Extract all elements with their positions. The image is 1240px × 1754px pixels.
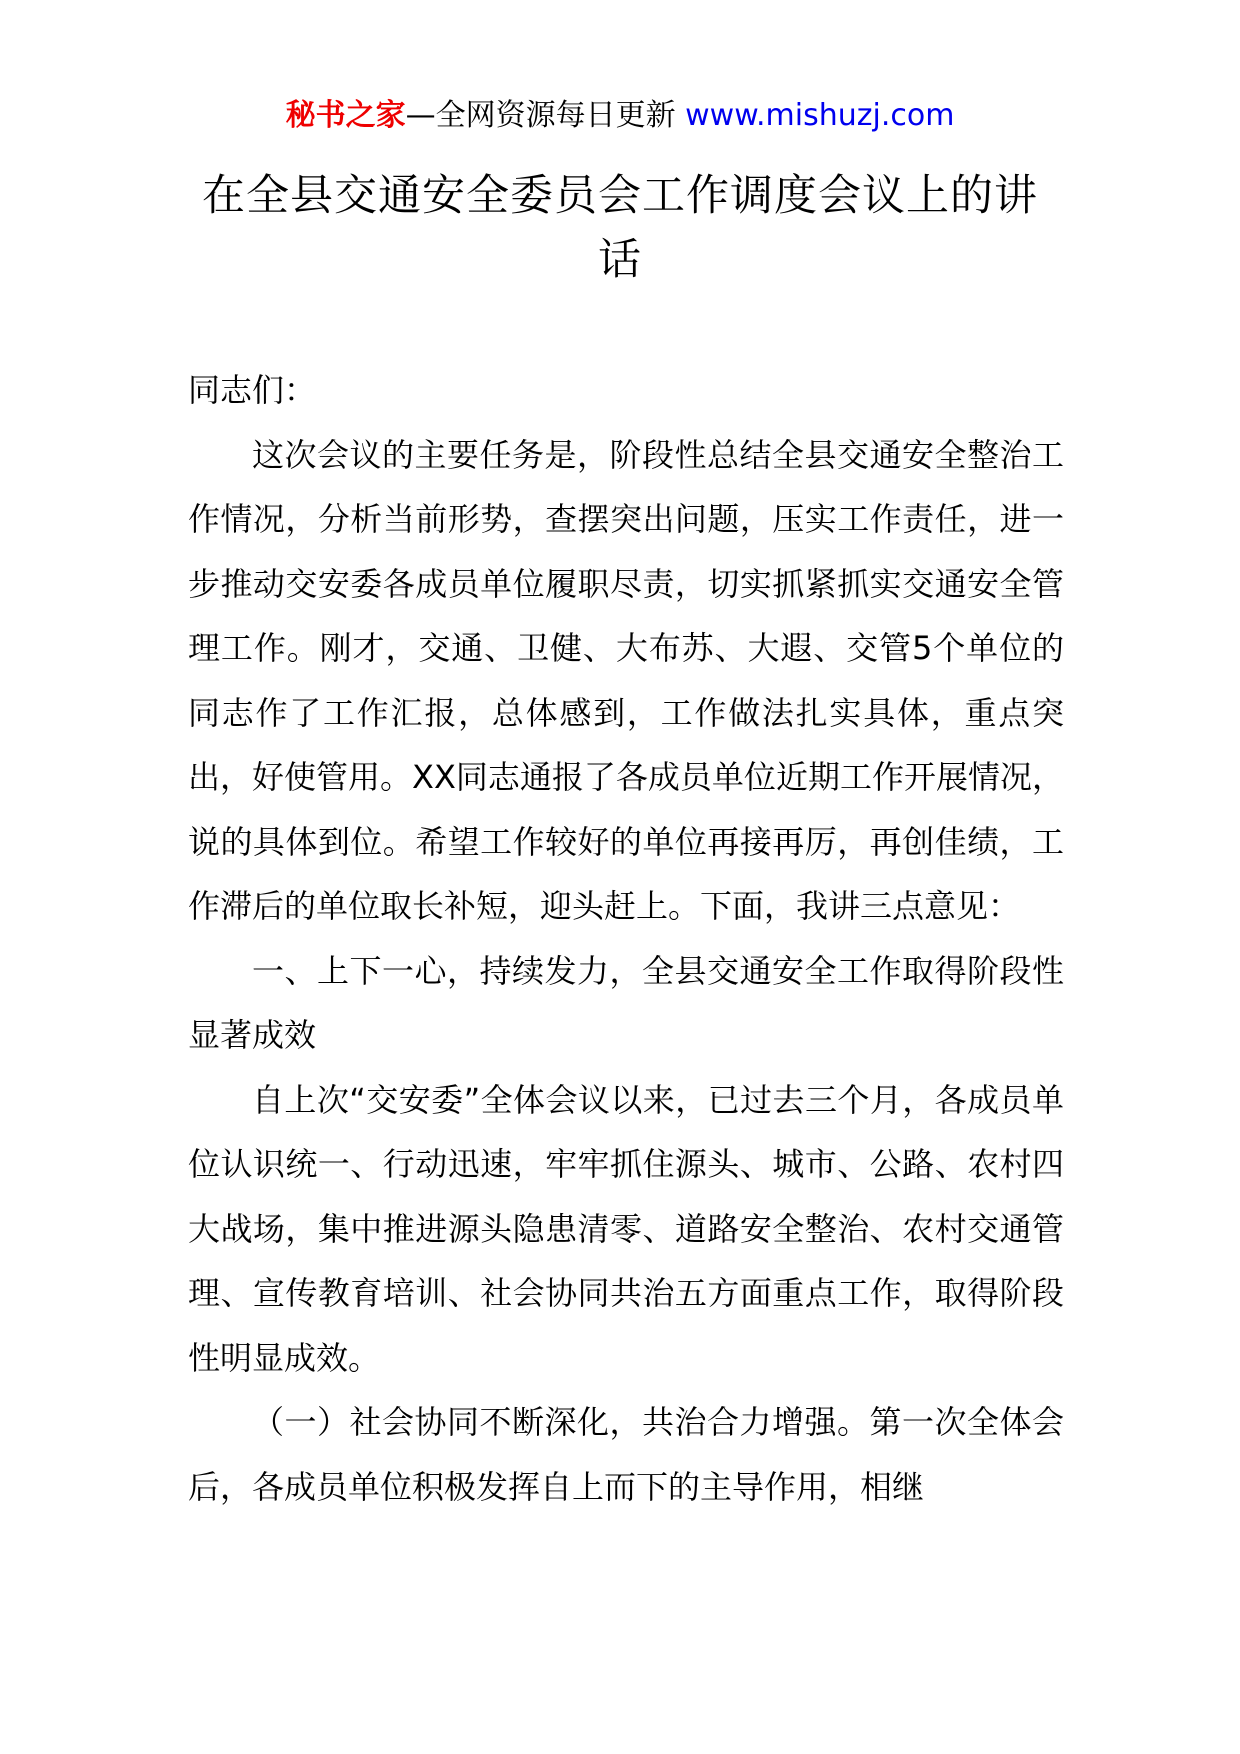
brand-name: 秘书之家	[285, 98, 406, 133]
salutation: 同志们：	[188, 371, 317, 409]
paragraph-subsection-1: （一）社会协同不断深化，共治合力增强。第一次全体会后，各成员单位积极发挥自上而下的主导作用，相继	[188, 1403, 1064, 1506]
header-tagline: —全网资源每日更新	[405, 98, 676, 133]
paragraph-intro: 这次会议的主要任务是，阶段性总结全县交通安全整治工作情况，分析当前形势，查摆突出问题，压实工作责任，进一步推动交安委各成员单位履职尽责，切实抓紧抓实交通安全管理工作。刚才，交通、卫健、大布苏、大遐、交管5个单位的同志作了工作汇报，总体感到，工作做法扎实具体，重点突出，好使管用。XX同志通报了各成员单位近期工作开展情况，说的具体到位。希望工作较好的单位再接再厉，再创佳绩，工作滞后的单位取长补短，迎头赶上。下面，我讲三点意见：	[188, 435, 1064, 925]
site-url[interactable]: www.mishuzj.com	[685, 98, 955, 133]
document-body	[188, 358, 1064, 1519]
watermark-header	[0, 96, 1240, 136]
paragraph-summary: 自上次“交安委”全体会议以来，已过去三个月，各成员单位认识统一、行动迅速，牢牢抓住源头、城市、公路、农村四大战场，集中推进源头隐患清零、道路安全整治、农村交通管理、宣传教育培训、社会协同共治五方面重点工作，取得阶段性明显成效。	[188, 1080, 1064, 1377]
section-heading-1: 一、上下一心，持续发力，全县交通安全工作取得阶段性显著成效	[188, 951, 1064, 1054]
document-title: 在全县交通安全委员会工作调度会议上的讲话	[202, 171, 1038, 285]
